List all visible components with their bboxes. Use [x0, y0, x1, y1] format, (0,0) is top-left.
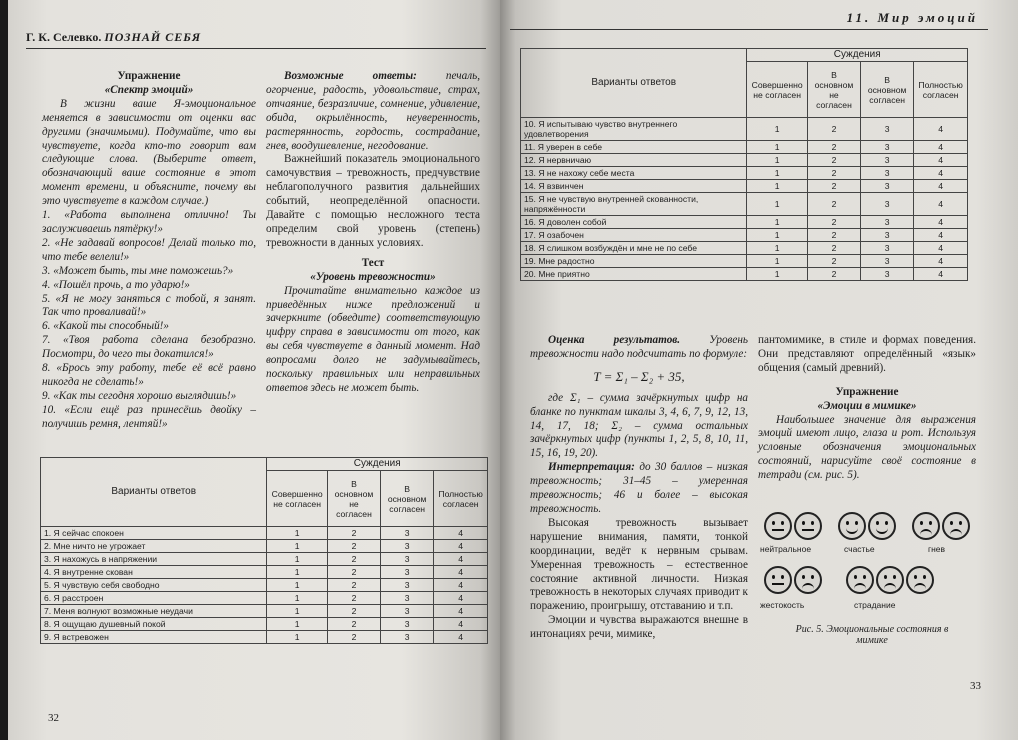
interpretation-label: Интерпретация: [548, 461, 635, 474]
statement-cell: 9. Я встревожен [41, 631, 267, 644]
score-cell[interactable]: 4 [434, 631, 488, 644]
score-cell[interactable]: 4 [434, 605, 488, 618]
score-cell[interactable]: 4 [914, 167, 968, 180]
happy-face-icon [838, 512, 866, 540]
suffering-face-icon [906, 566, 934, 594]
score-cell[interactable]: 1 [747, 141, 807, 154]
score-cell[interactable]: 2 [807, 216, 860, 229]
score-cell[interactable]: 3 [861, 255, 914, 268]
score-cell[interactable]: 2 [807, 255, 860, 268]
statement-cell: 7. Меня волнуют возможные неудачи [41, 605, 267, 618]
angry-face-icon [912, 512, 940, 540]
exercise-title: «Спектр эмоций» [104, 83, 194, 96]
anxiety-levels-paragraph: Высокая тревожность вызывает нарушение внимания, памяти, тонкой координации, ведёт к нервным срывам. Умеренная тревожность – естественное состояние активной личности. Низкая тревожность в некоторых случаях приводит к поражению, проигрышу, отставанию и т.п. [530, 516, 748, 613]
score-cell[interactable]: 1 [267, 605, 327, 618]
score-cell[interactable]: 3 [381, 592, 434, 605]
score-cell[interactable]: 3 [381, 553, 434, 566]
left-running-header [26, 30, 486, 49]
right-page-number: 33 [970, 680, 981, 692]
left-column-2 [266, 70, 480, 396]
neutral-face-icon [764, 512, 792, 540]
score-cell[interactable]: 1 [747, 167, 807, 180]
score-cell[interactable]: 1 [747, 216, 807, 229]
score-cell[interactable]: 3 [861, 154, 914, 167]
answers-label: Возможные ответы: [284, 70, 417, 82]
table-row [521, 118, 968, 141]
right-running-header: 11. Мир эмоций [846, 10, 978, 25]
exercise-item: 5. «Я не могу заняться с тобой, я занят. Так что проваливай!» [42, 292, 256, 319]
score-cell[interactable]: 3 [861, 141, 914, 154]
statement-cell: 6. Я расстроен [41, 592, 267, 605]
suffering-face-icon [846, 566, 874, 594]
table-row [521, 167, 968, 180]
score-cell[interactable]: 2 [807, 180, 860, 193]
score-cell[interactable]: 2 [327, 540, 380, 553]
left-answers-table [40, 457, 488, 644]
suffering-face-icon [876, 566, 904, 594]
score-cell[interactable]: 4 [914, 193, 968, 216]
variants-header: Варианты ответов [521, 49, 747, 118]
score-cell[interactable]: 3 [861, 229, 914, 242]
right-page [500, 0, 1018, 740]
col-header: В основном не согласен [327, 471, 380, 527]
score-cell[interactable]: 1 [267, 592, 327, 605]
statement-cell: 15. Я не чувствую внутренней скованности, напряжённости [521, 193, 747, 216]
score-cell[interactable]: 1 [747, 242, 807, 255]
statement-cell: 3. Я нахожусь в напряжении [41, 553, 267, 566]
emotions-paragraph: Эмоции и чувства выражаются внешне в интонациях речи, мимике, [530, 614, 748, 641]
statement-cell: 19. Мне радостно [521, 255, 747, 268]
face-label: гнев [928, 544, 946, 554]
score-cell[interactable]: 1 [747, 193, 807, 216]
table-row [41, 540, 488, 553]
score-cell[interactable]: 2 [807, 268, 860, 281]
table-row [521, 268, 968, 281]
score-cell[interactable]: 3 [381, 540, 434, 553]
score-cell[interactable]: 3 [861, 193, 914, 216]
score-cell[interactable]: 2 [807, 141, 860, 154]
score-cell[interactable]: 4 [434, 566, 488, 579]
score-cell[interactable]: 4 [434, 592, 488, 605]
exercise-item: 1. «Работа выполнена отлично! Ты заслуживаешь пятёрку!» [42, 209, 256, 235]
score-cell[interactable]: 4 [434, 618, 488, 631]
score-cell[interactable]: 4 [914, 180, 968, 193]
table-row [41, 579, 488, 592]
cruel-face-icon [764, 566, 792, 594]
col-header: Полностью согласен [434, 471, 488, 527]
table-row [521, 180, 968, 193]
score-cell[interactable]: 2 [327, 553, 380, 566]
score-cell[interactable]: 2 [807, 193, 860, 216]
interpretation-text: до 30 баллов – низкая тревожность; 31–45 – умеренная тревожность; 46 и более – высокая тревожность. [530, 461, 748, 515]
score-cell[interactable]: 4 [434, 540, 488, 553]
score-cell[interactable]: 4 [434, 553, 488, 566]
score-cell[interactable]: 2 [327, 605, 380, 618]
score-cell[interactable]: 1 [267, 618, 327, 631]
face-label: счастье [844, 544, 875, 554]
header-rule [510, 29, 988, 30]
score-cell[interactable]: 3 [861, 242, 914, 255]
table-row [41, 631, 488, 644]
score-cell[interactable]: 4 [914, 268, 968, 281]
header-series: ПОЗНАЙ СЕБЯ [104, 30, 202, 44]
col-header: Совершенно не согласен [267, 471, 327, 527]
statement-cell: 10. Я испытываю чувство внутреннего удовлетворения [521, 118, 747, 141]
score-cell[interactable]: 3 [861, 167, 914, 180]
exercise-item: 7. «Твоя работа сделана безобразно. Посмотри, до чего ты докатился!» [42, 334, 256, 361]
score-cell[interactable]: 3 [381, 527, 434, 540]
score-cell[interactable]: 1 [747, 229, 807, 242]
right-column-2 [758, 334, 976, 483]
statement-cell: 20. Мне приятно [521, 268, 747, 281]
right-column-1 [530, 334, 748, 642]
score-cell[interactable]: 2 [807, 167, 860, 180]
score-cell[interactable]: 2 [807, 154, 860, 167]
score-cell[interactable]: 4 [914, 154, 968, 167]
table-row [521, 229, 968, 242]
right-answers-table [520, 48, 968, 281]
score-cell[interactable]: 1 [267, 553, 327, 566]
score-cell[interactable]: 2 [807, 229, 860, 242]
score-cell[interactable]: 1 [267, 527, 327, 540]
exercise-intro: В жизни ваше Я-эмоциональное меняется в зависимости от оценки вас другими (значимыми). Подумайте, что вы чувствуете, когда кто-то говорит вам следующие слова. (Выберите ответ, обозначающий ваше состояние в этот момент времени, и объясните, почему вы это чувствуете в каждом случае.) [42, 97, 256, 208]
score-cell[interactable]: 1 [747, 268, 807, 281]
happy-face-icon [868, 512, 896, 540]
mimic-exercise-label: Упражнение [835, 385, 899, 398]
score-cell[interactable]: 2 [327, 579, 380, 592]
score-cell[interactable]: 4 [914, 255, 968, 268]
angry-face-icon [942, 512, 970, 540]
left-page-number: 32 [48, 712, 59, 724]
score-cell[interactable]: 3 [381, 605, 434, 618]
score-cell[interactable]: 4 [434, 527, 488, 540]
exercise-item: 2. «Не задавай вопросов! Делай только то, что тебе велели!» [42, 236, 256, 263]
judgements-header: Суждения [747, 49, 968, 62]
results-text: Уровень тревожности надо подсчитать по формуле: [530, 334, 748, 360]
score-cell[interactable]: 1 [267, 566, 327, 579]
statement-cell: 17. Я озабочен [521, 229, 747, 242]
left-page [8, 0, 500, 740]
formula-where: где Σ₁ – сумма зачёркнутых цифр на бланке по пунктам шкалы 3, 4, 6, 7, 9, 12, 13, 14, 17, 18; Σ₂ – сумма остальных зачёркнутых цифр (пункты 1, 2, 5, 8, 10, 11, 15, 16, 19, 20). [530, 391, 748, 460]
figure-caption: Рис. 5. Эмоциональные состояния в мимике [795, 624, 949, 646]
table-row [41, 553, 488, 566]
face-label: страдание [854, 600, 896, 610]
test-instructions: Прочитайте внимательно каждое из приведённых ниже предложений и зачеркните (обведите) соответствующую цифру справа в зависимости от того, как вы себя чувствуете в данный момент. Над вопросами долго не задумывайтесь, поскольку правильных или неправильных ответов здесь не может быть. [266, 284, 480, 394]
statement-cell: 18. Я слишком возбуждён и мне не по себе [521, 242, 747, 255]
statement-cell: 5. Я чувствую себя свободно [41, 579, 267, 592]
col-header: Совершенно не согласен [747, 62, 807, 118]
score-cell[interactable]: 2 [327, 566, 380, 579]
test-title: «Уровень тревожности» [310, 270, 436, 283]
exercise-item: 6. «Какой ты способный!» [42, 320, 170, 333]
statement-cell: 14. Я взвинчен [521, 180, 747, 193]
score-cell[interactable]: 4 [914, 141, 968, 154]
score-cell[interactable]: 2 [327, 592, 380, 605]
header-author: Г. К. Селевко. [26, 30, 102, 44]
statement-cell: 12. Я нервничаю [521, 154, 747, 167]
score-cell[interactable]: 1 [267, 540, 327, 553]
left-column-1 [42, 70, 256, 432]
score-cell[interactable]: 4 [914, 242, 968, 255]
face-label: жестокость [760, 600, 805, 610]
score-cell[interactable]: 1 [747, 180, 807, 193]
col-header: Полностью согласен [914, 62, 968, 118]
variants-header: Варианты ответов [41, 458, 267, 527]
score-cell[interactable]: 4 [434, 579, 488, 592]
exercise-item: 10. «Если ещё раз принесёшь двойку – получишь ремня, лентяй!» [42, 403, 256, 430]
score-cell[interactable]: 3 [861, 118, 914, 141]
results-label: Оценка результатов. [548, 334, 681, 346]
table-row [521, 154, 968, 167]
score-cell[interactable]: 4 [914, 229, 968, 242]
score-cell[interactable]: 1 [747, 154, 807, 167]
cruel-face-icon [794, 566, 822, 594]
statement-cell: 4. Я внутренне скован [41, 566, 267, 579]
exercise-item: 9. «Как ты сегодня хорошо выглядишь!» [42, 389, 237, 402]
score-cell[interactable]: 3 [861, 180, 914, 193]
table-row [521, 242, 968, 255]
statement-cell: 13. Я не нахожу себе места [521, 167, 747, 180]
emotion-faces-figure [758, 508, 976, 648]
exercise-item: 4. «Пошёл прочь, а то ударю!» [42, 278, 190, 291]
statement-cell: 1. Я сейчас спокоен [41, 527, 267, 540]
score-cell[interactable]: 1 [267, 631, 327, 644]
score-cell[interactable]: 4 [914, 216, 968, 229]
table-row [41, 592, 488, 605]
formula: T = Σ₁ – Σ₂ + 35, [593, 368, 685, 384]
statement-cell: 16. Я доволен собой [521, 216, 747, 229]
col-header: В основном не согласен [807, 62, 860, 118]
table-row [521, 216, 968, 229]
neutral-face-icon [794, 512, 822, 540]
score-cell[interactable]: 3 [381, 618, 434, 631]
score-cell[interactable]: 2 [327, 618, 380, 631]
statement-cell: 11. Я уверен в себе [521, 141, 747, 154]
score-cell[interactable]: 1 [747, 118, 807, 141]
table-row [41, 566, 488, 579]
score-cell[interactable]: 1 [747, 255, 807, 268]
exercise-item: 8. «Брось эту работу, тебе её всё равно никогда не сделать!» [42, 362, 256, 388]
language-paragraph: пантомимике, в стиле и формах поведения. Они представляют определённый «язык» общения (самый древний). [758, 334, 976, 374]
anxiety-paragraph: Важнейший показатель эмоционального самочувствия – тревожность, предчувствие неблагополучного развития дальнейших событий, неопределённой опасности. Давайте с помощью несложного теста определим свой уровень (степень) тревожности в данных условиях. [266, 153, 480, 249]
mimic-exercise-title: «Эмоции в мимике» [817, 399, 917, 412]
mimic-exercise-text: Наибольшее значение для выражения эмоций имеют лицо, глаза и рот. Используя условные обозначения эмоциональных состояний, нарисуйте своё состояние в тетради (см. рис. 5). [758, 413, 976, 482]
face-label: нейтральное [760, 544, 812, 554]
table-row [521, 193, 968, 216]
statement-cell: 8. Я ощущаю душевный покой [41, 618, 267, 631]
answers-text: печаль, огорчение, радость, удовольствие, страх, отчаяние, безразличие, сомнение, удивление, обида, окрылённость, неуверенность, растерянность, гордость, сострадание, гнев, воодушевление, негодование. [266, 70, 480, 152]
score-cell[interactable]: 2 [327, 527, 380, 540]
col-header: В основном согласен [861, 62, 914, 118]
score-cell[interactable]: 3 [861, 268, 914, 281]
score-cell[interactable]: 3 [381, 579, 434, 592]
table-row [41, 618, 488, 631]
score-cell[interactable]: 2 [807, 118, 860, 141]
judgements-header: Суждения [267, 458, 488, 471]
col-header: В основном согласен [381, 471, 434, 527]
score-cell[interactable]: 1 [267, 579, 327, 592]
table-row [521, 141, 968, 154]
statement-cell: 2. Мне ничто не угрожает [41, 540, 267, 553]
table-row [521, 255, 968, 268]
table-row [41, 527, 488, 540]
score-cell[interactable]: 4 [914, 118, 968, 141]
test-label: Тест [361, 256, 385, 269]
table-row [41, 605, 488, 618]
score-cell[interactable]: 2 [327, 631, 380, 644]
exercise-item: 3. «Может быть, ты мне поможешь?» [42, 264, 234, 277]
exercise-label: Упражнение [117, 70, 181, 82]
score-cell[interactable]: 3 [861, 216, 914, 229]
score-cell[interactable]: 3 [381, 566, 434, 579]
score-cell[interactable]: 3 [381, 631, 434, 644]
score-cell[interactable]: 2 [807, 242, 860, 255]
